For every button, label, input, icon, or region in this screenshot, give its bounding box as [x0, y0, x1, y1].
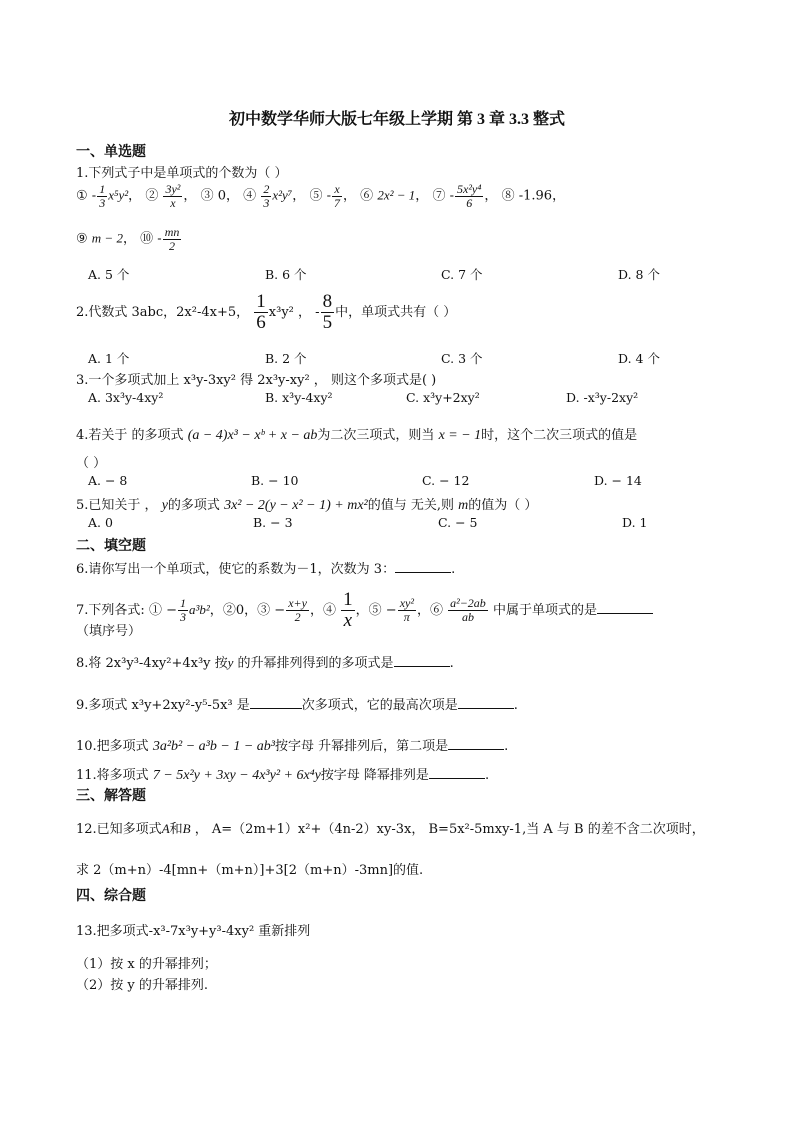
stem-text: ,当 A 与 B 的差不含二次项时， — [522, 822, 705, 837]
denominator: 7 — [334, 195, 341, 210]
choice-marker: ③ — [200, 188, 214, 204]
stem-text: 12.已知多项式 — [76, 822, 162, 837]
separator: ， — [309, 602, 323, 618]
section-heading-solution: 三、解答题 — [76, 787, 146, 803]
term: x²y⁷ — [272, 187, 293, 203]
section-heading-fill-in: 二、填空题 — [76, 537, 146, 553]
stem-text: 10.把多项式 — [76, 739, 149, 754]
q4-option-d[interactable]: D. − 14 — [594, 473, 642, 488]
fraction — [321, 292, 335, 333]
minus-sign: − — [385, 602, 397, 618]
denominator: 6 — [256, 311, 266, 333]
stem-text: 的多项式 — [167, 498, 220, 513]
term: x³y² — [268, 304, 294, 320]
q2-option-b[interactable]: B. 2 个 — [265, 351, 307, 366]
answer-blank-highest-term[interactable] — [458, 708, 514, 709]
period: . — [504, 739, 509, 754]
minus-sign: - — [91, 188, 97, 204]
separator: ， — [355, 602, 369, 618]
q5-option-a[interactable]: A. 0 — [88, 515, 113, 530]
question-5-stem — [76, 494, 537, 514]
stem-text: 7.下列各式: — [76, 602, 145, 618]
variable: y — [161, 498, 168, 513]
denominator: 5 — [322, 311, 333, 333]
section-heading-single-choice: 一、单选题 — [76, 143, 146, 159]
variable: y — [227, 655, 234, 670]
denominator: π — [403, 609, 410, 624]
term: x⁵y² — [108, 187, 129, 203]
minus-sign: − — [274, 602, 286, 618]
answer-blank[interactable] — [395, 572, 451, 573]
question-13-stem: 13.把多项式-x³-7x³y+y³-4xy² 重新排列 — [76, 924, 311, 939]
question-6-stem — [76, 558, 455, 577]
fraction — [163, 226, 182, 252]
term: m − 2 — [91, 230, 123, 246]
denominator: 3 — [180, 609, 186, 624]
polynomial-expression: 7 − 5x²y + 3xy − 4x³y² + 6x⁴y — [152, 768, 321, 783]
q1-option-a[interactable]: A. 5 个 — [88, 267, 130, 282]
q3-option-b[interactable]: B. x³y-4xy² — [265, 390, 333, 405]
stem-text: 次多项式，它的最高次项是 — [301, 698, 458, 713]
q2-option-c[interactable]: C. 3 个 — [441, 351, 483, 366]
separator: ， — [128, 188, 142, 204]
stem-text: 按字母 降幂排列是 — [320, 768, 429, 783]
q4-option-b[interactable]: B. − 10 — [251, 473, 299, 488]
choice-marker: ② — [222, 602, 236, 618]
stem-text: 6.请你写出一个单项式，使它的系数为－1，次数为 3： — [76, 562, 396, 577]
stem-text: 中，单项式共有（ ） — [335, 304, 457, 320]
stem-text: 为二次三项式，则当 — [317, 428, 435, 443]
numerator: 3y² — [165, 182, 181, 196]
q3-option-c[interactable]: C. x³y+2xy² — [406, 390, 480, 405]
variable: A — [161, 821, 170, 836]
minus-sign: - — [157, 231, 162, 247]
fraction — [455, 183, 483, 209]
stem-text: 和 — [169, 822, 183, 837]
choice-marker: ⑧ — [501, 188, 515, 204]
stem-text: 11.将多项式 — [76, 768, 149, 783]
choice-marker: ⑦ — [432, 188, 446, 204]
variable: m — [458, 498, 469, 513]
stem-text: 2.代数式 3abc，2x²-4x+5， — [76, 304, 250, 320]
minus-sign: - — [326, 188, 332, 204]
fraction — [97, 183, 107, 209]
separator: ， — [209, 602, 223, 618]
question-1-stem: 1.下列式子中是单项式的个数为（ ） — [76, 166, 288, 181]
choice-marker: ⑩ — [140, 231, 154, 247]
stem-text: 的值与 无关,则 — [367, 498, 454, 513]
question-9-stem — [76, 694, 518, 713]
denominator: 2 — [294, 609, 301, 624]
term: -1.96 — [518, 188, 553, 204]
section-heading-comprehensive: 四、综合题 — [76, 887, 146, 903]
fraction — [341, 590, 355, 631]
term: 0 — [235, 602, 245, 618]
question-1-expressions-line-2 — [76, 226, 182, 252]
q1-option-b[interactable]: B. 6 个 — [265, 267, 307, 282]
stem-text: ， - — [298, 304, 320, 320]
term: 0 — [217, 188, 227, 204]
stem-text: ， — [190, 822, 208, 837]
stem-text: 按字母 升幂排列后，第二项是 — [274, 739, 449, 754]
choice-marker: ② — [145, 188, 159, 204]
q3-option-a[interactable]: A. 3x³y-4xy² — [88, 390, 164, 405]
fraction — [163, 183, 182, 209]
choice-marker: ⑤ — [309, 188, 323, 204]
separator: ， — [416, 602, 430, 618]
stem-text: 8.将 2x³y³-4xy²+4x³y 按 — [76, 656, 228, 671]
numerator: 5x²y⁴ — [457, 182, 482, 196]
choice-marker: ⑨ — [76, 231, 88, 247]
choice-marker: ⑥ — [429, 602, 443, 618]
fraction — [286, 597, 309, 623]
q2-option-d[interactable]: D. 4 个 — [618, 351, 660, 366]
answer-blank[interactable] — [394, 666, 450, 667]
q5-option-d[interactable]: D. 1 — [622, 515, 648, 530]
denominator: 3 — [263, 195, 270, 210]
term: a³b² — [189, 601, 210, 617]
fraction — [178, 597, 188, 623]
numerator: 1 — [180, 596, 186, 611]
question-7-hint: （填序号） — [76, 624, 142, 639]
question-4-stem — [76, 424, 637, 444]
numerator: a²−2ab — [450, 596, 486, 611]
q4-option-c[interactable]: C. − 12 — [422, 473, 470, 488]
fraction — [332, 183, 342, 209]
numerator: 8 — [322, 291, 333, 312]
condition-expression: x = − 1 — [438, 428, 482, 443]
question-13-part-2: （2）按 y 的升幂排列. — [76, 978, 209, 993]
q1-option-d[interactable]: D. 8 个 — [618, 267, 660, 282]
q2-option-a[interactable]: A. 1 个 — [88, 351, 130, 366]
q5-option-c[interactable]: C. − 5 — [438, 515, 478, 530]
polynomial-expression: 3a²b² − a³b − 1 − ab³ — [152, 739, 275, 754]
answer-blank[interactable] — [448, 749, 504, 750]
choice-marker: ⑥ — [360, 188, 374, 204]
stem-text: 的值为（ ） — [468, 498, 538, 513]
numerator: x+y — [288, 596, 307, 611]
question-12-line-1 — [76, 818, 705, 837]
denominator: 2 — [169, 238, 176, 253]
choice-marker: ④ — [322, 602, 336, 618]
denominator: 3 — [99, 195, 106, 210]
numerator: 1 — [256, 291, 266, 312]
fraction — [261, 183, 271, 209]
minus-sign: - — [449, 188, 454, 204]
polynomial-expression: 3x² − 2(y − x² − 1) + mx² — [224, 498, 368, 513]
variable: B — [182, 821, 191, 836]
period: . — [451, 562, 456, 577]
question-3-stem: 3.一个多项式加上 x³y-3xy² 得 2x³y-xy² ， 则这个多项式是( ) — [76, 373, 437, 388]
numerator: 1 — [99, 182, 106, 196]
choice-marker: ① — [148, 602, 162, 618]
fraction — [448, 597, 488, 623]
question-11-stem — [76, 764, 489, 784]
numerator: xy² — [399, 596, 414, 611]
question-2-stem — [76, 292, 456, 333]
denominator: x — [170, 195, 176, 210]
definition-b: ， B=5x²-5mxy-1 — [411, 822, 523, 837]
term: 2x² − 1 — [377, 187, 416, 203]
period: . — [513, 698, 518, 713]
separator: ， — [415, 188, 429, 204]
choice-marker: ④ — [243, 188, 257, 204]
question-4-paren: （ ） — [76, 456, 107, 471]
separator: ， — [292, 188, 306, 204]
separator: ， — [122, 231, 136, 247]
answer-blank[interactable] — [597, 613, 653, 614]
stem-text: 的升幂排列得到的多项式是 — [233, 656, 394, 671]
minus-sign: − — [166, 602, 177, 618]
answer-blank-degree[interactable] — [250, 708, 302, 709]
page-title: 初中数学华师大版七年级上学期 第 3 章 3.3 整式 — [228, 111, 565, 128]
separator: ， — [343, 188, 357, 204]
choice-marker: ① — [76, 188, 88, 204]
stem-text: 9.多项式 x³y+2xy²-y⁵-5x³ 是 — [76, 698, 250, 713]
numerator: x — [332, 183, 342, 197]
question-12-line-2: 求 2（m+n）-4[mn+（m+n）]+3[2（m+n）-3mn]的值. — [76, 863, 424, 878]
denominator: ab — [461, 609, 474, 624]
stem-text: 4.若关于 的多项式 — [76, 428, 184, 443]
numerator: mn — [164, 225, 180, 239]
q1-option-c[interactable]: C. 7 个 — [441, 267, 483, 282]
stem-text: 5.已知关于 ， — [76, 498, 158, 513]
polynomial-expression: (a − 4)x³ − xᵇ + x − ab — [187, 428, 318, 443]
answer-blank[interactable] — [429, 778, 485, 779]
stem-text: 时，这个二次三项式的值是 — [481, 428, 638, 443]
fraction — [398, 597, 416, 623]
q5-option-b[interactable]: B. − 3 — [253, 515, 293, 530]
separator: ， — [244, 602, 258, 618]
q3-option-d[interactable]: D. -x³y-2xy² — [566, 390, 639, 405]
question-7-stem — [76, 590, 653, 631]
stem-text: 中属于单项式的是 — [492, 602, 597, 618]
numerator: 2 — [263, 182, 270, 196]
period: . — [484, 768, 490, 783]
question-1-expressions-line-1 — [76, 183, 565, 209]
separator: ， — [552, 188, 566, 204]
denominator: 6 — [466, 195, 473, 210]
choice-marker: ⑤ — [368, 602, 382, 618]
period: . — [449, 656, 454, 671]
separator: ， — [226, 188, 240, 204]
choice-marker: ③ — [257, 602, 271, 618]
separator: ， — [484, 188, 498, 204]
question-8-stem — [76, 652, 454, 671]
question-13-part-1: （1）按 x 的升幂排列； — [76, 957, 217, 972]
denominator: x — [343, 609, 353, 631]
fraction — [254, 292, 268, 333]
definition-a: A=（2m+1）x²+（4n-2）xy-3x — [211, 822, 412, 837]
question-10-stem — [76, 735, 508, 755]
numerator: 1 — [343, 589, 353, 610]
q4-option-a[interactable]: A. − 8 — [88, 473, 128, 488]
separator: ， — [183, 188, 197, 204]
